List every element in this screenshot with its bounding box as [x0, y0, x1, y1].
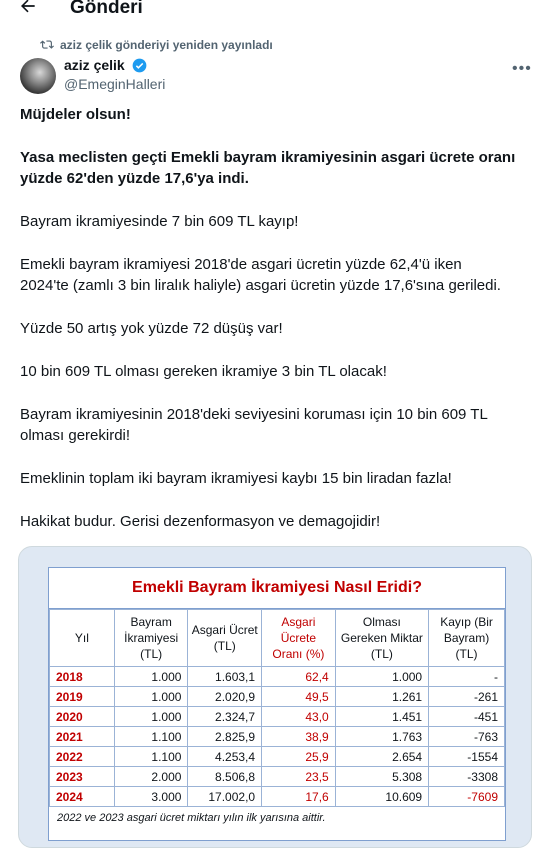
- table-cell: 25,9: [262, 747, 336, 767]
- post-line: yüzde 62'den yüzde 17,6'ya indi.: [20, 170, 249, 187]
- table-cell: 1.000: [114, 687, 188, 707]
- table-row: [50, 727, 505, 747]
- column-header: Olması Gereken Miktar (TL): [335, 610, 428, 667]
- post-paragraph: [20, 404, 540, 446]
- post-paragraph: Emeklinin toplam iki bayram ikramiyesi kaybı 15 bin liradan fazla!: [20, 470, 452, 487]
- table-row: [50, 707, 505, 727]
- column-header: Yıl: [50, 610, 115, 667]
- column-header: Asgari Ücret (TL): [188, 610, 262, 667]
- table-row: [50, 687, 505, 707]
- table-cell-year: 2023: [50, 767, 115, 787]
- back-arrow-icon[interactable]: [18, 0, 44, 20]
- table-cell-year: 2021: [50, 727, 115, 747]
- table-cell: 43,0: [262, 707, 336, 727]
- table-title: Emekli Bayram İkramiyesi Nasıl Eridi?: [49, 568, 505, 609]
- author-name[interactable]: [64, 57, 147, 73]
- table-cell: 1.100: [114, 727, 188, 747]
- table-header-row: [50, 610, 505, 667]
- more-options-icon[interactable]: •••: [512, 60, 532, 77]
- table-body: [50, 667, 505, 807]
- post-line: Emekli bayram ikramiyesi 2018'de asgari ücretin yüzde 62,4'ü iken: [20, 256, 462, 273]
- repost-icon: [40, 38, 54, 50]
- table-note: 2022 ve 2023 asgari ücret miktarı yılın ilk yarısına aittir.: [57, 812, 326, 824]
- author-name-text: aziz çelik: [64, 57, 125, 73]
- table-cell: -763: [429, 727, 505, 747]
- post-paragraph: Hakikat budur. Gerisi dezenformasyon ve demagojidir!: [20, 513, 381, 530]
- table-cell: 2.654: [335, 747, 428, 767]
- table-cell-year: 2024: [50, 787, 115, 807]
- table-cell: 17.002,0: [188, 787, 262, 807]
- table-cell: 3.000: [114, 787, 188, 807]
- table-image: [48, 567, 506, 841]
- column-header: Kayıp (Bir Bayram) (TL): [429, 610, 505, 667]
- top-bar: [0, 0, 557, 22]
- table-cell: 23,5: [262, 767, 336, 787]
- post-paragraph: [20, 147, 540, 189]
- table-cell: -261: [429, 687, 505, 707]
- table-cell: 1.763: [335, 727, 428, 747]
- table-cell: 8.506,8: [188, 767, 262, 787]
- table-row: [50, 767, 505, 787]
- table-cell: 1.000: [114, 707, 188, 727]
- table-cell: -3308: [429, 767, 505, 787]
- table-cell: 1.000: [114, 667, 188, 687]
- table-cell-year: 2022: [50, 747, 115, 767]
- table-row: [50, 787, 505, 807]
- post-line: olması gerekirdi!: [20, 427, 131, 444]
- table-cell: 2.000: [114, 767, 188, 787]
- post-line: Bayram ikramiyesinin 2018'deki seviyesini koruması için 10 bin 609 TL: [20, 406, 488, 423]
- column-header: Bayram İkramiyesi (TL): [114, 610, 188, 667]
- page-title: Gönderi: [70, 0, 143, 18]
- table-cell: 1.100: [114, 747, 188, 767]
- table-cell: 62,4: [262, 667, 336, 687]
- table-cell: 4.253,4: [188, 747, 262, 767]
- repost-notice[interactable]: [40, 38, 273, 52]
- table-cell: 1.603,1: [188, 667, 262, 687]
- post-paragraph: Bayram ikramiyesinde 7 bin 609 TL kayıp!: [20, 213, 299, 230]
- post-paragraph: Yüzde 50 artış yok yüzde 72 düşüş var!: [20, 320, 283, 337]
- table-cell: -: [429, 667, 505, 687]
- repost-text: aziz çelik gönderiyi yeniden yayınladı: [60, 38, 273, 52]
- table-cell-year: 2019: [50, 687, 115, 707]
- post-paragraph: Müjdeler olsun!: [20, 106, 131, 123]
- verified-badge-icon: [132, 58, 147, 73]
- post-line: 2024'te (zamlı 3 bin liralık haliyle) asgari ücretin yüzde 17,6'sına geriledi.: [20, 277, 501, 294]
- avatar[interactable]: [20, 58, 56, 94]
- table-cell: 1.261: [335, 687, 428, 707]
- post-text: [20, 104, 540, 554]
- column-header: Asgari Ücrete Oranı (%): [262, 610, 336, 667]
- table-cell: 2.324,7: [188, 707, 262, 727]
- table-cell: 1.451: [335, 707, 428, 727]
- table-cell: 10.609: [335, 787, 428, 807]
- table-cell-year: 2020: [50, 707, 115, 727]
- table-cell: 5.308: [335, 767, 428, 787]
- table-row: [50, 747, 505, 767]
- table-cell: 38,9: [262, 727, 336, 747]
- table-cell: -451: [429, 707, 505, 727]
- author-handle[interactable]: @EmeginHalleri: [64, 76, 166, 92]
- table-cell: 17,6: [262, 787, 336, 807]
- table-cell: 49,5: [262, 687, 336, 707]
- post-image[interactable]: [18, 546, 532, 848]
- post-line: Yasa meclisten geçti Emekli bayram ikramiyesinin asgari ücrete oranı: [20, 149, 516, 166]
- post-paragraph: [20, 254, 540, 296]
- post-paragraph: 10 bin 609 TL olması gereken ikramiye 3 bin TL olacak!: [20, 363, 387, 380]
- table-cell: 2.020,9: [188, 687, 262, 707]
- table-cell: -7609: [429, 787, 505, 807]
- data-table: [49, 609, 505, 807]
- table-row: [50, 667, 505, 687]
- table-cell: -1554: [429, 747, 505, 767]
- table-cell: 2.825,9: [188, 727, 262, 747]
- table-cell-year: 2018: [50, 667, 115, 687]
- table-cell: 1.000: [335, 667, 428, 687]
